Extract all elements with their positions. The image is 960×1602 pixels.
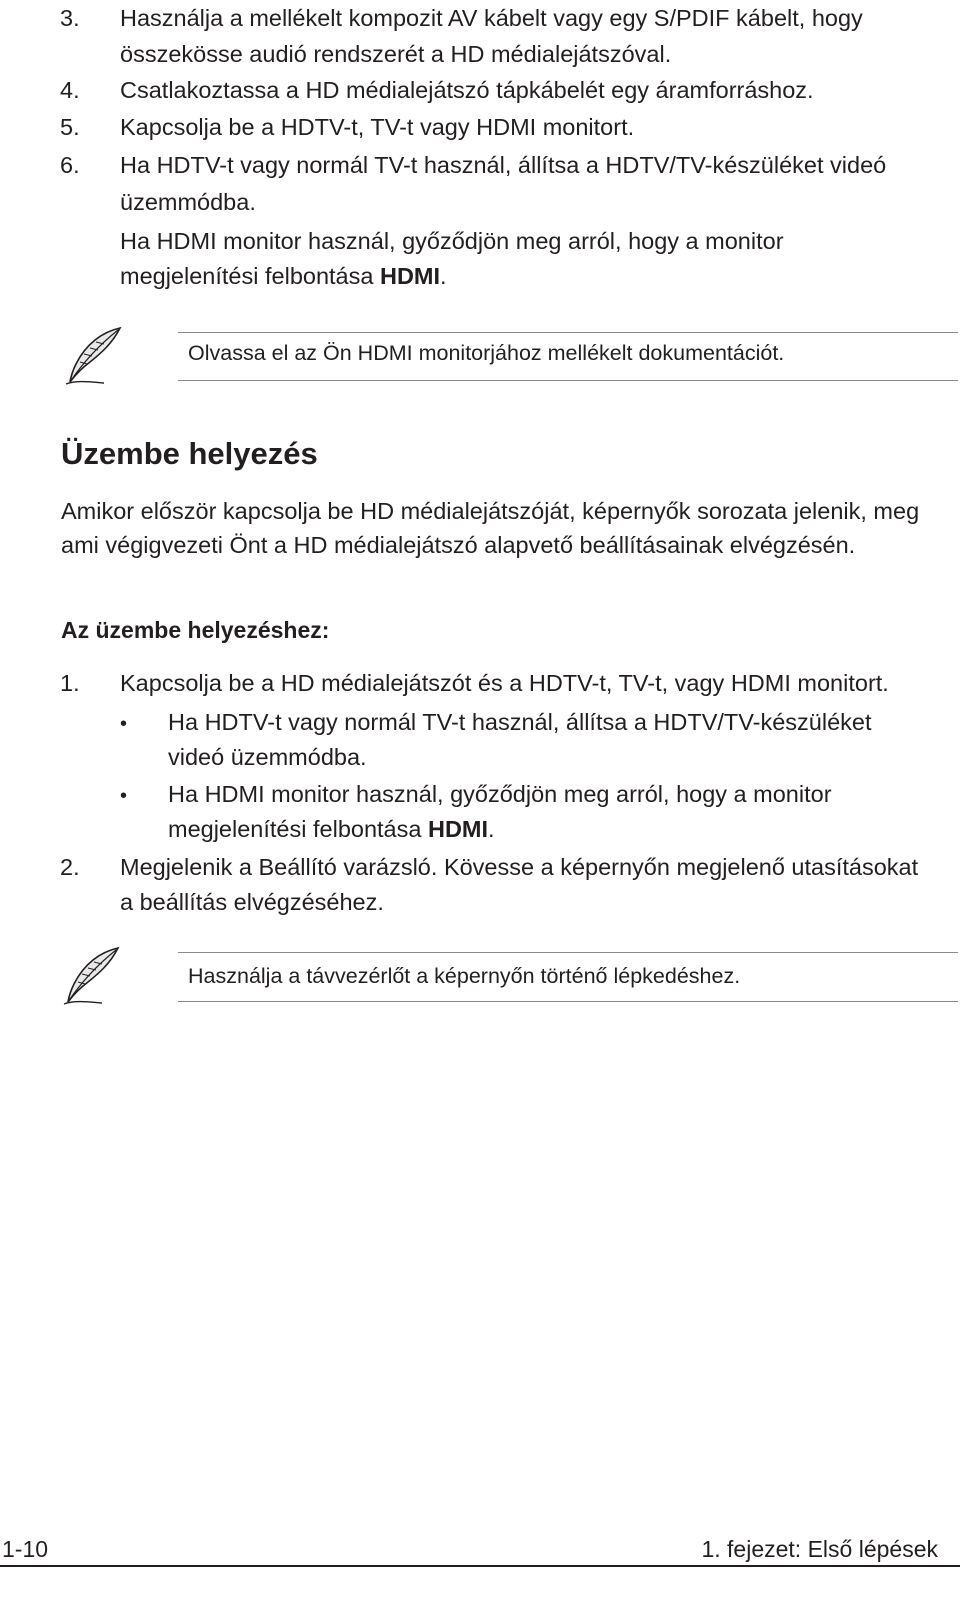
hdmi-note-line: megjelenítési felbontása HDMI.	[120, 263, 447, 289]
bullet-mark: •	[120, 713, 128, 735]
bullet-text: videó üzemmódba.	[168, 744, 367, 770]
step-text: Kapcsolja be a HD médialejátszót és a HDTV-t, TV-t, vagy HDMI monitort.	[120, 670, 889, 696]
section-subheading: Az üzembe helyezéshez:	[61, 617, 330, 643]
step-text: a beállítás elvégzéséhez.	[120, 889, 384, 915]
bullet-text: megjelenítési felbontása HDMI.	[168, 816, 495, 842]
list-item-text: Használja a mellékelt kompozit AV kábelt vagy egy S/PDIF kábelt, hogy	[120, 5, 863, 31]
note-bottom-rule	[178, 380, 958, 381]
intro-line: ami végigvezeti Önt a HD médialejátszó alapvető beállításainak elvégzésén.	[61, 532, 856, 558]
chapter-footer: 1. fejezet: Első lépések	[701, 1536, 938, 1562]
hdmi-emphasis: HDMI	[379, 263, 441, 289]
quill-pen-icon	[62, 324, 126, 388]
step-number: 1.	[60, 670, 80, 696]
note-text: Olvassa el az Ön HDMI monitorjához mellékelt dokumentációt.	[188, 341, 785, 365]
bullet-text: Ha HDTV-t vagy normál TV-t használ, állítsa a HDTV/TV-készüléket	[168, 709, 872, 735]
step-number: 2.	[60, 854, 80, 880]
list-item-text: Ha HDTV-t vagy normál TV-t használ, állítsa a HDTV/TV-készüléket videó	[120, 152, 887, 178]
list-item-text: Kapcsolja be a HDTV-t, TV-t vagy HDMI monitort.	[120, 114, 635, 140]
note-bottom-rule	[178, 1001, 958, 1002]
intro-line: Amikor először kapcsolja be HD médialejátszóját, képernyők sorozata jelenik, meg	[61, 498, 920, 524]
bullet-mark: •	[120, 785, 128, 807]
note-text: Használja a távvezérlőt a képernyőn történő lépkedéshez.	[188, 964, 741, 988]
list-item-text: összekösse audió rendszerét a HD médialejátszóval.	[120, 41, 672, 67]
list-number: 5.	[60, 114, 80, 140]
step-text: Megjelenik a Beállító varázsló. Kövesse a képernyőn megjelenő utasításokat	[120, 854, 919, 880]
footer-rule	[0, 1565, 960, 1567]
quill-pen-icon	[60, 944, 124, 1008]
note-top-rule	[178, 332, 958, 333]
list-number: 3.	[60, 5, 80, 31]
note-top-rule	[178, 952, 958, 953]
hdmi-emphasis: HDMI	[427, 816, 489, 842]
list-item-text: Csatlakoztassa a HD médialejátszó tápkábelét egy áramforráshoz.	[120, 77, 814, 103]
bullet-text: Ha HDMI monitor használ, győződjön meg arról, hogy a monitor	[168, 781, 832, 807]
hdmi-note-line: Ha HDMI monitor használ, győződjön meg arról, hogy a monitor	[120, 228, 784, 254]
list-number: 4.	[60, 77, 80, 103]
list-item-text: üzemmódba.	[120, 189, 256, 215]
list-number: 6.	[60, 152, 80, 178]
section-title: Üzembe helyezés	[61, 436, 318, 471]
page-number: 1-10	[2, 1536, 49, 1562]
